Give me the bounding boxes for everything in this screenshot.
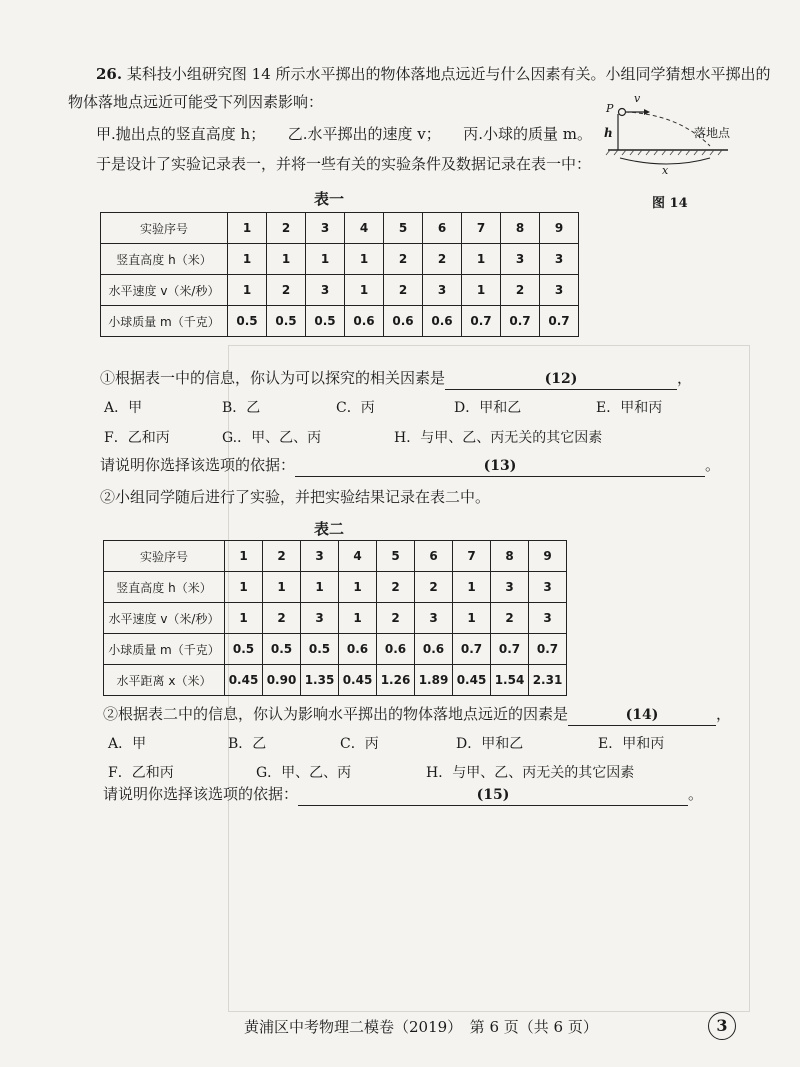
table-cell: 2 bbox=[415, 572, 453, 603]
table-cell: 2 bbox=[423, 244, 462, 275]
question-number: 26. bbox=[96, 65, 123, 83]
table-cell: 0.5 bbox=[228, 306, 267, 337]
table-cell: 3 bbox=[423, 275, 462, 306]
table-cell: 5 bbox=[377, 541, 415, 572]
table-cell: 2 bbox=[263, 541, 301, 572]
table-cell: 1 bbox=[462, 244, 501, 275]
table-cell: 3 bbox=[491, 572, 529, 603]
table-cell: 1.26 bbox=[377, 665, 415, 696]
table-cell: 1 bbox=[453, 603, 491, 634]
answer-option[interactable]: C．丙 bbox=[336, 400, 375, 416]
figure-14 bbox=[598, 92, 738, 190]
table-cell: 0.7 bbox=[501, 306, 540, 337]
table-cell: 1 bbox=[462, 275, 501, 306]
table-cell: 0.7 bbox=[462, 306, 501, 337]
label-p: P bbox=[606, 102, 614, 115]
table-cell: 0.7 bbox=[540, 306, 579, 337]
part3-reason-line: 请说明你选择该选项的依据： (15) 。 bbox=[103, 784, 703, 806]
table1-title: 表一 bbox=[314, 190, 345, 208]
row-label: 水平速度 v（米/秒） bbox=[104, 603, 225, 634]
table-cell: 9 bbox=[540, 213, 579, 244]
table-cell: 0.7 bbox=[529, 634, 567, 665]
table-cell: 0.5 bbox=[263, 634, 301, 665]
table-cell: 1 bbox=[225, 541, 263, 572]
row-label: 竖直高度 h（米） bbox=[104, 572, 225, 603]
part2-intro: ②小组同学随后进行了实验，并把实验结果记录在表二中。 bbox=[100, 488, 491, 506]
answer-blank-12[interactable]: (12) bbox=[445, 368, 677, 390]
label-x: x bbox=[662, 164, 669, 177]
table-cell: 0.45 bbox=[339, 665, 377, 696]
table-cell: 1 bbox=[228, 244, 267, 275]
table1-row bbox=[101, 244, 579, 275]
row-label: 水平速度 v（米/秒） bbox=[101, 275, 228, 306]
table-cell: 0.6 bbox=[377, 634, 415, 665]
table-cell: 0.6 bbox=[384, 306, 423, 337]
answer-option[interactable]: H．与甲、乙、丙无关的其它因素 bbox=[426, 765, 635, 781]
answer-option[interactable]: E．甲和丙 bbox=[596, 400, 663, 416]
table-cell: 0.6 bbox=[345, 306, 384, 337]
part1-reason-line: 请说明你选择该选项的依据： (13) 。 bbox=[100, 455, 720, 477]
table-cell: 6 bbox=[415, 541, 453, 572]
table-cell: 1.89 bbox=[415, 665, 453, 696]
figure-caption: 图 14 bbox=[652, 196, 688, 211]
question-stem-line2: 物体落地点远近可能受下列因素影响： bbox=[68, 93, 324, 111]
label-h: h bbox=[604, 126, 613, 140]
table-cell: 3 bbox=[415, 603, 453, 634]
table-cell: 4 bbox=[339, 541, 377, 572]
table-cell: 3 bbox=[306, 275, 345, 306]
row-label: 水平距离 x（米） bbox=[104, 665, 225, 696]
row-label: 小球质量 m（千克） bbox=[104, 634, 225, 665]
label-landing: 落地点 bbox=[694, 126, 731, 140]
answer-option[interactable]: A．甲 bbox=[104, 400, 143, 416]
answer-option[interactable]: F．乙和丙 bbox=[104, 430, 170, 446]
table-cell: 1.35 bbox=[301, 665, 339, 696]
table-cell: 5 bbox=[384, 213, 423, 244]
table-cell: 0.6 bbox=[339, 634, 377, 665]
table-cell: 0.7 bbox=[491, 634, 529, 665]
table-cell: 2 bbox=[501, 275, 540, 306]
table-cell: 0.6 bbox=[423, 306, 462, 337]
table-cell: 3 bbox=[540, 244, 579, 275]
table-cell: 0.5 bbox=[306, 306, 345, 337]
table-cell: 1 bbox=[345, 275, 384, 306]
answer-option[interactable]: B．乙 bbox=[228, 736, 267, 752]
table-cell: 1.54 bbox=[491, 665, 529, 696]
table-cell: 2 bbox=[267, 213, 306, 244]
table-cell: 1 bbox=[267, 244, 306, 275]
answer-blank-13[interactable]: (13) bbox=[295, 455, 705, 477]
question-stem-line1: 26. 某科技小组研究图 14 所示水平掷出的物体落地点远近与什么因素有关。小组同学猜想水平掷出的 bbox=[96, 65, 771, 83]
table-cell: 1 bbox=[453, 572, 491, 603]
answer-option[interactable]: G.．甲、乙、丙 bbox=[222, 430, 322, 446]
table-cell: 2 bbox=[384, 244, 423, 275]
table2-row bbox=[104, 572, 567, 603]
table-cell: 3 bbox=[529, 572, 567, 603]
table-cell: 7 bbox=[462, 213, 501, 244]
table-cell: 1 bbox=[301, 572, 339, 603]
table-cell: 1 bbox=[263, 572, 301, 603]
part3-prompt-line: ②根据表二中的信息，你认为影响水平掷出的物体落地点远近的因素是 (14) ， bbox=[103, 704, 731, 726]
table-cell: 3 bbox=[540, 275, 579, 306]
table-cell: 0.5 bbox=[225, 634, 263, 665]
row-label: 竖直高度 h（米） bbox=[101, 244, 228, 275]
table-cell: 1 bbox=[225, 603, 263, 634]
label-v: v bbox=[634, 92, 641, 105]
page-footer: 黄浦区中考物理二模卷（2019） 第 6 页（共 6 页） bbox=[244, 1018, 598, 1036]
part1-prompt-line: ①根据表一中的信息，你认为可以探究的相关因素是 (12) ， bbox=[100, 368, 692, 390]
table-cell: 7 bbox=[453, 541, 491, 572]
answer-blank-14[interactable]: (14) bbox=[568, 704, 716, 726]
table-cell: 1 bbox=[306, 244, 345, 275]
table-cell: 0.7 bbox=[453, 634, 491, 665]
factors-line: 甲.抛出点的竖直高度 h； 乙.水平掷出的速度 v； 丙.小球的质量 m。 bbox=[96, 125, 592, 143]
table-1 bbox=[100, 212, 579, 337]
table-cell: 0.5 bbox=[301, 634, 339, 665]
answer-option[interactable]: F．乙和丙 bbox=[108, 765, 174, 781]
table-cell: 9 bbox=[529, 541, 567, 572]
table-cell: 0.90 bbox=[263, 665, 301, 696]
table-cell: 1 bbox=[339, 603, 377, 634]
table-cell: 8 bbox=[501, 213, 540, 244]
design-line: 于是设计了实验记录表一，并将一些有关的实验条件及数据记录在表一中： bbox=[96, 155, 592, 173]
table-cell: 8 bbox=[491, 541, 529, 572]
answer-option[interactable]: B．乙 bbox=[222, 400, 261, 416]
table-cell: 3 bbox=[529, 603, 567, 634]
table1-row bbox=[101, 213, 579, 244]
table-cell: 2 bbox=[491, 603, 529, 634]
answer-option[interactable]: G．甲、乙、丙 bbox=[256, 765, 352, 781]
table-cell: 1 bbox=[228, 275, 267, 306]
answer-option[interactable]: D．甲和乙 bbox=[454, 400, 522, 416]
row-label: 实验序号 bbox=[104, 541, 225, 572]
table-cell: 2 bbox=[263, 603, 301, 634]
table2-row bbox=[104, 603, 567, 634]
table-cell: 2 bbox=[377, 603, 415, 634]
table-cell: 3 bbox=[301, 541, 339, 572]
table-cell: 1 bbox=[339, 572, 377, 603]
table-cell: 6 bbox=[423, 213, 462, 244]
answer-option[interactable]: H．与甲、乙、丙无关的其它因素 bbox=[394, 430, 603, 446]
table-cell: 0.6 bbox=[415, 634, 453, 665]
table-2 bbox=[103, 540, 567, 696]
page-circle-number: 3 bbox=[708, 1012, 736, 1040]
table-cell: 2.31 bbox=[529, 665, 567, 696]
table2-row bbox=[104, 541, 567, 572]
table-cell: 4 bbox=[345, 213, 384, 244]
table-cell: 2 bbox=[377, 572, 415, 603]
row-label: 实验序号 bbox=[101, 213, 228, 244]
table-cell: 2 bbox=[267, 275, 306, 306]
table-cell: 0.5 bbox=[267, 306, 306, 337]
table-cell: 0.45 bbox=[453, 665, 491, 696]
answer-option[interactable]: E．甲和丙 bbox=[598, 736, 665, 752]
table2-row bbox=[104, 634, 567, 665]
answer-blank-15[interactable]: (15) bbox=[298, 784, 688, 806]
table1-row bbox=[101, 275, 579, 306]
table2-row bbox=[104, 665, 567, 696]
table-cell: 1 bbox=[345, 244, 384, 275]
table1-row bbox=[101, 306, 579, 337]
answer-option[interactable]: D．甲和乙 bbox=[456, 736, 524, 752]
table-cell: 3 bbox=[301, 603, 339, 634]
table-cell: 2 bbox=[384, 275, 423, 306]
table-cell: 1 bbox=[228, 213, 267, 244]
answer-option[interactable]: C．丙 bbox=[340, 736, 379, 752]
table-cell: 3 bbox=[501, 244, 540, 275]
row-label: 小球质量 m（千克） bbox=[101, 306, 228, 337]
table-cell: 0.45 bbox=[225, 665, 263, 696]
table-cell: 1 bbox=[225, 572, 263, 603]
answer-option[interactable]: A．甲 bbox=[108, 736, 147, 752]
table-cell: 3 bbox=[306, 213, 345, 244]
table2-title: 表二 bbox=[314, 520, 345, 538]
